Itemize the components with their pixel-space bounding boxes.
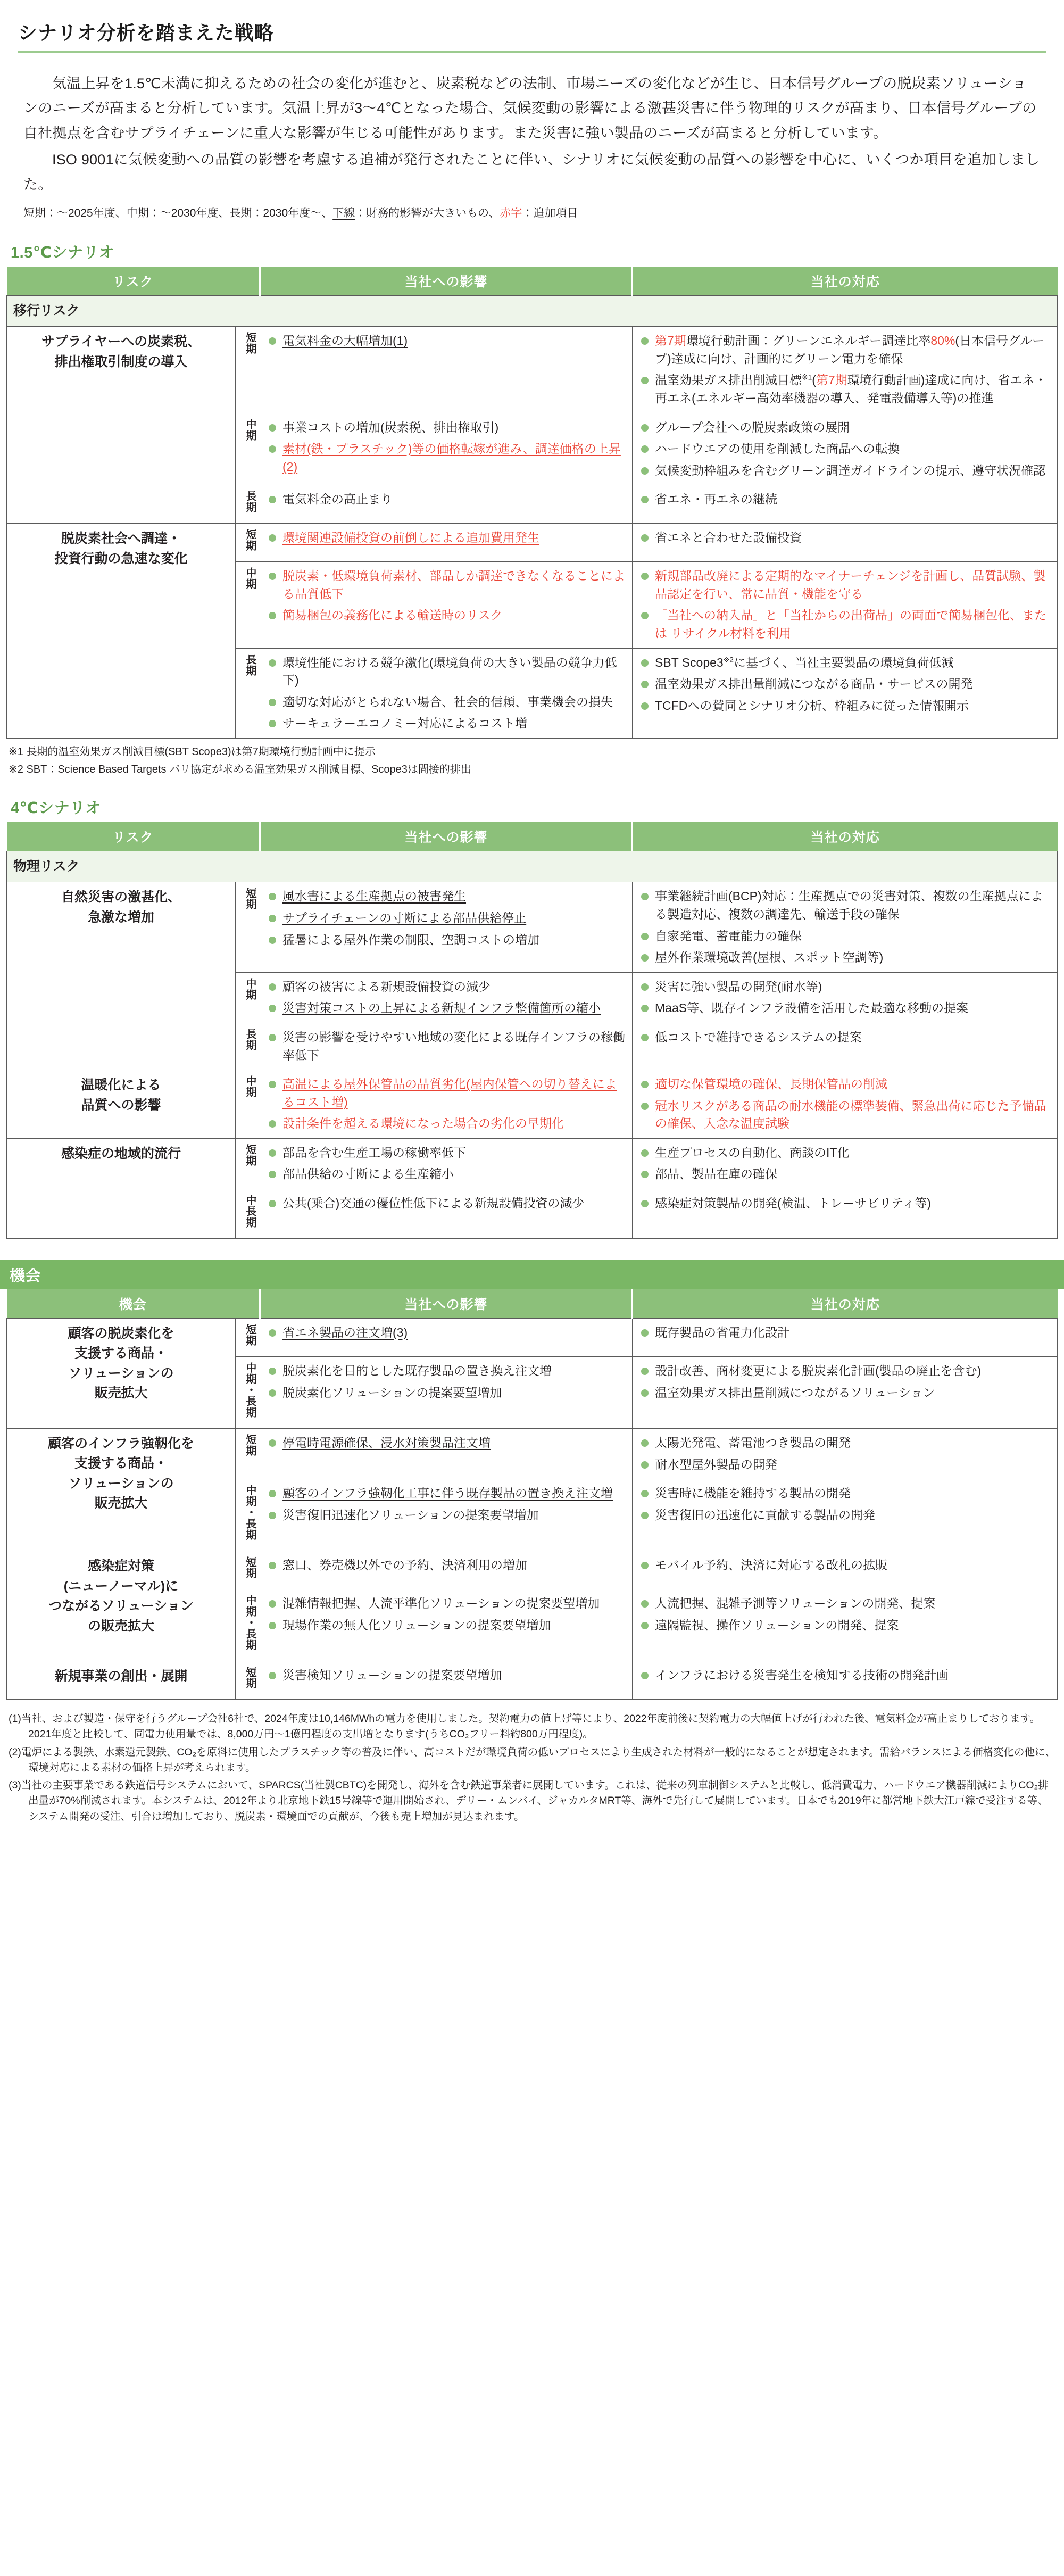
impact-cell <box>260 1356 633 1428</box>
list-item: 第7期環境行動計画：グリーンエネルギー調達比率80%(日本信号グループ)達成に向け、計画的にグリーン電力を確保 <box>639 332 1051 368</box>
list-item: 既存製品の省電力化設計 <box>639 1324 1051 1342</box>
list-item: 災害復旧迅速化ソリューションの提案要望増加 <box>267 1506 626 1525</box>
col-header-response: 当社の対応 <box>633 822 1058 851</box>
footnote-1: ※1 長期的温室効果ガス削減目標(SBT Scope3)は第7期環境行動計画中に提示 <box>9 746 376 758</box>
response-cell <box>633 1479 1058 1551</box>
category-cell: 感染症の地域的流行 <box>7 1138 236 1238</box>
impact-cell <box>260 1070 633 1139</box>
legend-red-key: 赤字 <box>500 207 522 220</box>
bullet-list <box>639 1595 1051 1634</box>
table-row <box>7 1428 1058 1479</box>
col-header-response: 当社の対応 <box>633 1289 1058 1319</box>
bullet-list <box>267 1556 626 1575</box>
bullet-list <box>639 332 1051 407</box>
impact-cell <box>260 1318 633 1356</box>
list-item: 設計改善、商材変更による脱炭素化計画(製品の廃止を含む) <box>639 1362 1051 1380</box>
response-cell <box>633 1023 1058 1070</box>
term-cell: 長期 <box>236 1023 260 1070</box>
intro-paragraph-1: 気温上昇を1.5℃未満に抑えるための社会の変化が進むと、炭素税などの法制、市場ニーズの変化などが生じ、日本信号グループの脱炭素ソリューションのニーズが高まると分析しています。気温上昇が3～4℃となった場合、気候変動の影響による激甚災害に伴う物理的リスクが高まり、日本信号グループの自社拠点を含むサプライチェーンに重大な影響が生じる可能性があります。また災害に強い製品のニーズが高まると分析しています。 <box>23 76 1037 141</box>
list-item: サーキュラーエコノミー対応によるコスト増 <box>267 715 626 733</box>
response-cell <box>633 648 1058 738</box>
list-item: 素材(鉄・プラスチック)等の価格転嫁が進み、調達価格の上昇(2) <box>267 440 626 476</box>
list-item: 混雑情報把握、人流平準化ソリューションの提案要望増加 <box>267 1595 626 1613</box>
list-item: 生産プロセスの自動化、商談のIT化 <box>639 1144 1051 1162</box>
term-cell: 中期 <box>236 1070 260 1139</box>
list-item: TCFDへの賛同とシナリオ分析、枠組みに従った情報開示 <box>639 697 1051 715</box>
bullet-list <box>267 1667 626 1685</box>
term-cell: 長期 <box>236 485 260 524</box>
response-cell <box>633 413 1058 485</box>
bullet-list <box>267 654 626 733</box>
bullet-list <box>267 1362 626 1402</box>
list-item: 部品を含む生産工場の稼働率低下 <box>267 1144 626 1162</box>
table-header-row <box>7 1289 1058 1319</box>
response-cell <box>633 1189 1058 1238</box>
bullet-list <box>639 1362 1051 1402</box>
bullet-list <box>639 491 1051 509</box>
table-row <box>7 1551 1058 1589</box>
term-cell: 短期 <box>236 1661 260 1700</box>
list-item: 災害に強い製品の開発(耐水等) <box>639 978 1051 996</box>
list-item: 低コストで維持できるシステムの提案 <box>639 1029 1051 1047</box>
bottom-note-1: (1)当社、および製造・保守を行うグループ会社6社で、2024年度は10,146MWhの電力を使用しました。契約電力の値上げ等により、2022年度前後に契約電力の大幅値上げが行われた後、電気料金が高止まりしております。2021年度と比較して、同電力使用量では、8,000万円～1億円程度の支出増となります(うちCO₂フリー料約800万円程度)。 <box>9 1713 1041 1741</box>
bullet-list <box>267 1195 626 1213</box>
col-header-opportunity: 機会 <box>7 1289 260 1319</box>
bullet-list <box>639 529 1051 547</box>
bullet-list <box>639 1324 1051 1342</box>
page-title: シナリオ分析を踏まえた戦略 <box>18 22 274 44</box>
list-item: 風水害による生産拠点の被害発生 <box>267 888 626 906</box>
category-cell: 温暖化による 品質への影響 <box>7 1070 236 1139</box>
intro-paragraph-2: ISO 9001に気候変動への品質の影響を考慮する追補が発行されたことに伴い、シナリオに気候変動の品質への影響を中心に、いくつか項目を追加しました。 <box>23 152 1040 193</box>
table-opportunity <box>6 1289 1058 1700</box>
footnotes-15c <box>0 739 1064 778</box>
response-cell <box>633 1138 1058 1189</box>
list-item: 事業継続計画(BCP)対応：生産拠点での災害対策、複数の生産拠点による製造対応、複数の調達先、輸送手段の確保 <box>639 888 1051 923</box>
bullet-list <box>267 419 626 476</box>
impact-cell <box>260 1661 633 1700</box>
category-cell: 脱炭素社会へ調達・ 投資行動の急速な変化 <box>7 524 236 739</box>
response-cell <box>633 1589 1058 1661</box>
list-item: 気候変動枠組みを含むグリーン調達ガイドラインの提示、遵守状況確認 <box>639 462 1051 480</box>
bullet-list <box>267 1029 626 1064</box>
response-cell <box>633 1551 1058 1589</box>
bullet-list <box>639 1195 1051 1213</box>
list-item: 現場作業の無人化ソリューションの提案要望増加 <box>267 1617 626 1635</box>
list-item: 電気料金の高止まり <box>267 491 626 509</box>
impact-cell <box>260 1479 633 1551</box>
response-cell <box>633 562 1058 648</box>
legend-line <box>0 199 1064 222</box>
bullet-list <box>267 1075 626 1133</box>
bullet-list <box>639 1144 1051 1183</box>
list-item: 猛暑による屋外作業の制限、空調コストの増加 <box>267 931 626 949</box>
list-item: 事業コストの増加(炭素税、排出権取引) <box>267 419 626 437</box>
table-header-row <box>7 267 1058 296</box>
bullet-list <box>267 491 626 509</box>
category-cell: 自然災害の激甚化、 急激な増加 <box>7 882 236 1070</box>
bullet-list <box>267 332 626 350</box>
term-cell: 中期・長期 <box>236 1356 260 1428</box>
bullet-list <box>639 1667 1051 1685</box>
list-item: グループ会社への脱炭素政策の展開 <box>639 419 1051 437</box>
list-item: 省エネと合わせた設備投資 <box>639 529 1051 547</box>
list-item: 脱炭素・低環境負荷素材、部品しか調達できなくなることによる品質低下 <box>267 567 626 603</box>
impact-cell <box>260 1023 633 1070</box>
list-item: 簡易梱包の義務化による輸送時のリスク <box>267 607 626 625</box>
list-item: ハードウエアの使用を削減した商品への転換 <box>639 440 1051 458</box>
bullet-list <box>639 978 1051 1017</box>
bullet-list <box>267 888 626 949</box>
table-row <box>7 327 1058 413</box>
list-item: 環境関連設備投資の前倒しによる追加費用発生 <box>267 529 626 547</box>
response-cell <box>633 882 1058 972</box>
bullet-list <box>639 654 1051 715</box>
term-cell: 短期 <box>236 1428 260 1479</box>
col-header-risk: リスク <box>7 267 260 296</box>
response-cell <box>633 524 1058 562</box>
list-item: 温室効果ガス排出量削減につながるソリューション <box>639 1384 1051 1402</box>
bullet-list <box>639 1029 1051 1047</box>
response-cell <box>633 327 1058 413</box>
bullet-list <box>267 1144 626 1183</box>
section-heading-4c: 4℃シナリオ <box>11 799 101 817</box>
list-item: 「当社への納入品」と「当社からの出荷品」の両面で簡易梱包化、または リサイクル材料を利用 <box>639 607 1051 642</box>
category-cell: 新規事業の創出・展開 <box>7 1661 236 1700</box>
response-cell <box>633 1318 1058 1356</box>
table-scenario-15c <box>6 267 1058 739</box>
impact-cell <box>260 327 633 413</box>
list-item: 適切な対応がとられない場合、社会的信頼、事業機会の損失 <box>267 693 626 711</box>
table-row <box>7 1138 1058 1189</box>
list-item: インフラにおける災害発生を検知する技術の開発計画 <box>639 1667 1051 1685</box>
list-item: 感染症対策製品の開発(検温、トレーサビリティ等) <box>639 1195 1051 1213</box>
title-block <box>0 0 1064 53</box>
table-body-15c <box>7 295 1058 738</box>
category-cell: 顧客の脱炭素化を 支援する商品・ ソリューションの 販売拡大 <box>7 1318 236 1428</box>
bullet-list <box>639 888 1051 966</box>
list-item: 省エネ製品の注文増(3) <box>267 1324 626 1342</box>
response-cell <box>633 1356 1058 1428</box>
list-item: 温室効果ガス排出量削減につながる商品・サービスの開発 <box>639 675 1051 693</box>
list-item: 屋外作業環境改善(屋根、スポット空調等) <box>639 949 1051 967</box>
list-item: 適切な保管環境の確保、長期保管品の削減 <box>639 1075 1051 1094</box>
bullet-list <box>639 1485 1051 1524</box>
impact-cell <box>260 524 633 562</box>
list-item: 窓口、券売機以外での予約、決済利用の増加 <box>267 1556 626 1575</box>
list-item: 脱炭素化を目的とした既存製品の置き換え注文増 <box>267 1362 626 1380</box>
impact-cell <box>260 413 633 485</box>
term-cell: 短期 <box>236 327 260 413</box>
title-divider <box>18 51 1046 53</box>
bullet-list <box>639 1434 1051 1473</box>
bullet-list <box>267 1324 626 1342</box>
list-item: 災害時に機能を維持する製品の開発 <box>639 1485 1051 1503</box>
list-item: 高温による屋外保管品の品質劣化(屋内保管への切り替えによるコスト増) <box>267 1075 626 1111</box>
bullet-list <box>639 567 1051 642</box>
list-item: SBT Scope3$^{※2}$に基づく、当社主要製品の環境負荷低減 <box>639 654 1051 672</box>
response-cell <box>633 1428 1058 1479</box>
impact-cell <box>260 1551 633 1589</box>
term-cell: 短期 <box>236 882 260 972</box>
response-cell <box>633 1070 1058 1139</box>
list-item: 冠水リスクがある商品の耐水機能の標準装備、緊急出荷に応じた予備品の確保、入念な温度試験 <box>639 1097 1051 1133</box>
term-cell: 短期 <box>236 1318 260 1356</box>
term-cell: 中期・長期 <box>236 1589 260 1661</box>
bottom-note-2: (2)電炉による製鉄、水素還元製鉄、CO₂を原料に使用したプラスチック等の普及に伴い、高コストだが環境負荷の低いプロセスにより生成された材料が一般的になることが想定されます。需給バランスによる価格変化の他に、環境対応による素材の価格上昇が考えられます。 <box>9 1746 1055 1774</box>
response-cell <box>633 1661 1058 1700</box>
section-heading-opportunity: 機会 <box>0 1260 1064 1289</box>
col-header-impact: 当社への影響 <box>260 1289 633 1319</box>
impact-cell <box>260 1138 633 1189</box>
response-cell <box>633 972 1058 1023</box>
table-scenario-4c <box>6 822 1058 1239</box>
bullet-list <box>267 1434 626 1452</box>
list-item: MaaS等、既存インフラ設備を活用した最適な移動の提案 <box>639 999 1051 1017</box>
bottom-note-3: (3)当社の主要事業である鉄道信号システムにおいて、SPARCS(当社製CBTC)を開発し、海外を含む鉄道事業者に展開しています。これは、従来の列車制御システムと比較し、低消費電力、ハードウエア機器削減によりCO₂排出量が70%削減されます。本システムは、2012年より北京地下鉄15号線等で運用開始され、デリー・ムンバイ、ジャカルタMRT等、海外で先行して展開しています。日本でも2019年に都営地下鉄大江戸線で受注する等、システム開発の受注、引合は増加しており、脱炭素・環境面での貢献が、今後も売上増加が見込まれます。 <box>9 1779 1049 1823</box>
table-row <box>7 524 1058 562</box>
impact-cell <box>260 485 633 524</box>
list-item: 自家発電、蓄電能力の確保 <box>639 927 1051 946</box>
bullet-list <box>267 567 626 625</box>
term-cell: 中期 <box>236 562 260 648</box>
impact-cell <box>260 1428 633 1479</box>
bullet-list <box>639 1556 1051 1575</box>
list-item: 電気料金の大幅増加(1) <box>267 332 626 350</box>
bullet-list <box>267 978 626 1017</box>
list-item: 公共(乗合)交通の優位性低下による新規設備投資の減少 <box>267 1195 626 1213</box>
term-cell: 短期 <box>236 1138 260 1189</box>
legend-part-terms: 短期：～2025年度、中期：～2030年度、長期：2030年度～、 <box>23 207 333 220</box>
impact-cell <box>260 648 633 738</box>
list-item: 設計条件を超える環境になった場合の劣化の早期化 <box>267 1115 626 1133</box>
term-cell: 中期 <box>236 972 260 1023</box>
category-cell: 感染症対策 (ニューノーマル)に つながるソリューション の販売拡大 <box>7 1551 236 1661</box>
response-cell <box>633 485 1058 524</box>
list-item: 脱炭素化ソリューションの提案要望増加 <box>267 1384 626 1402</box>
table-row <box>7 882 1058 972</box>
footnote-2: ※2 SBT：Science Based Targets パリ協定が求める温室効果ガス削減目標、Scope3は間接的排出 <box>9 763 471 775</box>
legend-part-3: ：追加項目 <box>522 207 578 220</box>
table-body-opportunity <box>7 1318 1058 1699</box>
list-item: 人流把握、混雑予測等ソリューションの開発、提案 <box>639 1595 1051 1613</box>
col-header-risk: リスク <box>7 822 260 851</box>
term-cell: 長期 <box>236 648 260 738</box>
list-item: 部品供給の寸断による生産縮小 <box>267 1165 626 1183</box>
list-item: 災害検知ソリューションの提案要望増加 <box>267 1667 626 1685</box>
impact-cell <box>260 1189 633 1238</box>
category-cell: 顧客のインフラ強靭化を 支援する商品・ ソリューションの 販売拡大 <box>7 1428 236 1551</box>
impact-cell <box>260 972 633 1023</box>
list-item: 顧客のインフラ強靭化工事に伴う既存製品の置き換え注文増 <box>267 1485 626 1503</box>
list-item: 部品、製品在庫の確保 <box>639 1165 1051 1183</box>
list-item: 耐水型屋外製品の開発 <box>639 1456 1051 1474</box>
section-heading-15c: 1.5℃シナリオ <box>11 244 115 261</box>
intro-text <box>0 71 1064 197</box>
legend-part-2: ：財務的影響が大きいもの、 <box>355 207 500 220</box>
bottom-notes <box>0 1700 1064 1825</box>
subheader-label: 移行リスク <box>7 295 1058 327</box>
list-item: モバイル予約、決済に対応する改札の拡販 <box>639 1556 1051 1575</box>
col-header-impact: 当社への影響 <box>260 822 633 851</box>
legend-underline-key: 下線 <box>332 207 355 220</box>
list-item: 太陽光発電、蓄電池つき製品の開発 <box>639 1434 1051 1452</box>
table-row <box>7 1661 1058 1700</box>
list-item: 遠隔監視、操作ソリューションの開発、提案 <box>639 1617 1051 1635</box>
term-cell: 中期・長期 <box>236 1479 260 1551</box>
table-header-row <box>7 822 1058 851</box>
bullet-list <box>267 1485 626 1524</box>
impact-cell <box>260 562 633 648</box>
bullet-list <box>267 529 626 547</box>
bullet-list <box>639 419 1051 480</box>
table-subheader-row <box>7 295 1058 327</box>
list-item: 顧客の被害による新規設備投資の減少 <box>267 978 626 996</box>
table-row <box>7 1318 1058 1356</box>
table-row <box>7 1070 1058 1139</box>
list-item: 災害復旧の迅速化に貢献する製品の開発 <box>639 1506 1051 1525</box>
bullet-list <box>639 1075 1051 1133</box>
list-item: サプライチェーンの寸断による部品供給停止 <box>267 909 626 927</box>
impact-cell <box>260 1589 633 1661</box>
table-body-4c <box>7 851 1058 1238</box>
term-cell: 中期 <box>236 413 260 485</box>
bullet-list <box>267 1595 626 1634</box>
category-cell: サプライヤーへの炭素税、 排出権取引制度の導入 <box>7 327 236 524</box>
table-subheader-row <box>7 851 1058 882</box>
list-item: 省エネ・再エネの継続 <box>639 491 1051 509</box>
list-item: 停電時電源確保、浸水対策製品注文増 <box>267 1434 626 1452</box>
list-item: 災害の影響を受けやすい地域の変化による既存インフラの稼働率低下 <box>267 1029 626 1064</box>
impact-cell <box>260 882 633 972</box>
term-cell: 短期 <box>236 524 260 562</box>
subheader-label: 物理リスク <box>7 851 1058 882</box>
term-cell: 中長期 <box>236 1189 260 1238</box>
term-cell: 短期 <box>236 1551 260 1589</box>
col-header-impact: 当社への影響 <box>260 267 633 296</box>
col-header-response: 当社の対応 <box>633 267 1058 296</box>
list-item: 新規部品改廃による定期的なマイナーチェンジを計画し、品質試験、製品認定を行い、常に品質・機能を守る <box>639 567 1051 603</box>
list-item: 温室効果ガス排出削減目標$^{※1}$(第7期環境行動計画)達成に向け、省エネ・再エネ(エネルギー高効率機器の導入、発電設備導入等)の推進 <box>639 371 1051 407</box>
list-item: 災害対策コストの上昇による新規インフラ整備箇所の縮小 <box>267 999 626 1017</box>
list-item: 環境性能における競争激化(環境負荷の大きい製品の競争力低下) <box>267 654 626 690</box>
